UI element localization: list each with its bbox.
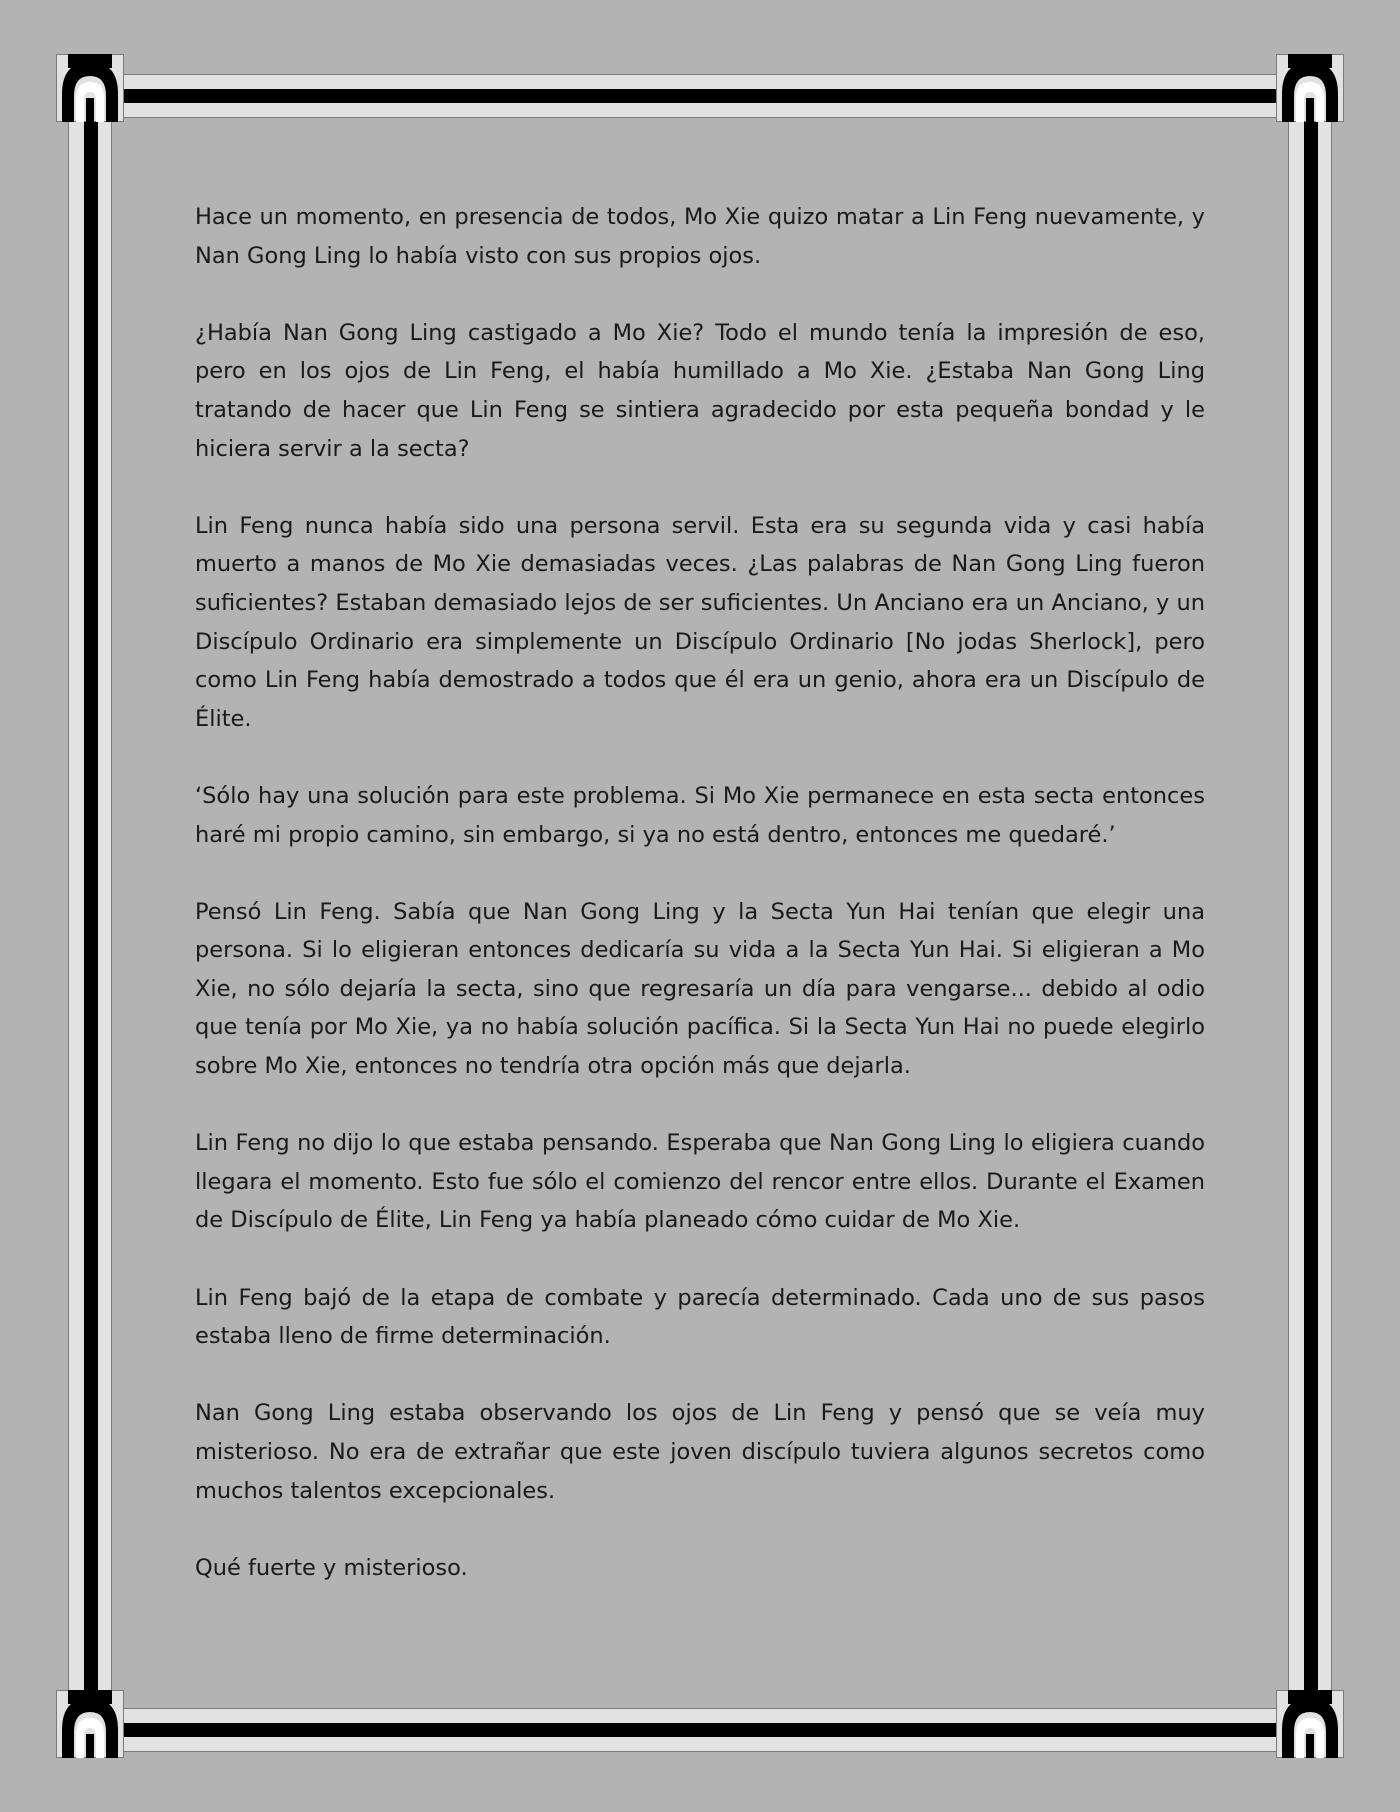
frame-top-bar	[118, 74, 1282, 118]
paragraph: ¿Había Nan Gong Ling castigado a Mo Xie? Todo el mundo tenía la impresión de eso, pero en los ojos de Lin Feng, el había humillado a Mo Xie. ¿Estaba Nan Gong Ling tratando de hacer que Lin Feng se sintiera agradecido por esta pequeña bondad y le hiciera servir a la secta?	[195, 319, 1205, 462]
frame-corner-ornament-icon	[56, 1690, 124, 1758]
frame-corner-ornament-icon	[1276, 54, 1344, 122]
paragraph: Lin Feng nunca había sido una persona servil. Esta era su segunda vida y casi había muerto a manos de Mo Xie demasiadas veces. ¿Las palabras de Nan Gong Ling fueron suficientes? Estaban demasiado lejos de ser suficientes. Un Anciano era un Anciano, y un Discípulo Ordinario era simplemente un Discípulo Ordinario [No jodas Sherlock], pero como Lin Feng había demostrado a todos que él era un genio, ahora era un Discípulo de Élite.	[195, 512, 1205, 732]
frame-left-bar	[68, 118, 112, 1692]
paragraph: Hace un momento, en presencia de todos, Mo Xie quizo matar a Lin Feng nuevamente, y Nan Gong Ling lo había visto con sus propios ojos.	[195, 204, 1205, 269]
paragraph: ‘Sólo hay una solución para este problema. Si Mo Xie permanece en esta secta entonces haré mi propio camino, sin embargo, si ya no está dentro, entonces me quedaré.’	[195, 782, 1205, 848]
frame-corner-ornament-icon	[56, 54, 124, 122]
frame-bottom-bar	[118, 1708, 1282, 1752]
paragraph: Lin Feng no dijo lo que estaba pensando. Esperaba que Nan Gong Ling lo eligiera cuando llegara el momento. Esto fue sólo el comienzo del rencor entre ellos. Durante el Examen de Discípulo de Élite, Lin Feng ya había planeado cómo cuidar de Mo Xie.	[195, 1130, 1205, 1234]
frame-corner-ornament-icon	[1276, 1690, 1344, 1758]
frame-right-bar	[1288, 118, 1332, 1692]
document-body	[195, 198, 1205, 1626]
paragraph: Pensó Lin Feng. Sabía que Nan Gong Ling y la Secta Yun Hai tenían que elegir una persona. Si lo eligieran entonces dedicaría su vida a la Secta Yun Hai. Si eligieran a Mo Xie, no sólo dejaría la secta, sino que regresaría un día para vengarse... debido al odio que tenía por Mo Xie, ya no había solución pacífica. Si la Secta Yun Hai no puede elegirlo sobre Mo Xie, entonces no tendría otra opción más que dejarla.	[195, 898, 1205, 1080]
paragraph: Nan Gong Ling estaba observando los ojos de Lin Feng y pensó que se veía muy misterioso. No era de extrañar que este joven discípulo tuviera algunos secretos como muchos talentos excepcionales.	[195, 1400, 1205, 1504]
paragraph: Lin Feng bajó de la etapa de combate y parecía determinado. Cada uno de sus pasos estaba lleno de firme determinación.	[195, 1284, 1205, 1350]
paragraph: Qué fuerte y misterioso.	[195, 1554, 468, 1581]
